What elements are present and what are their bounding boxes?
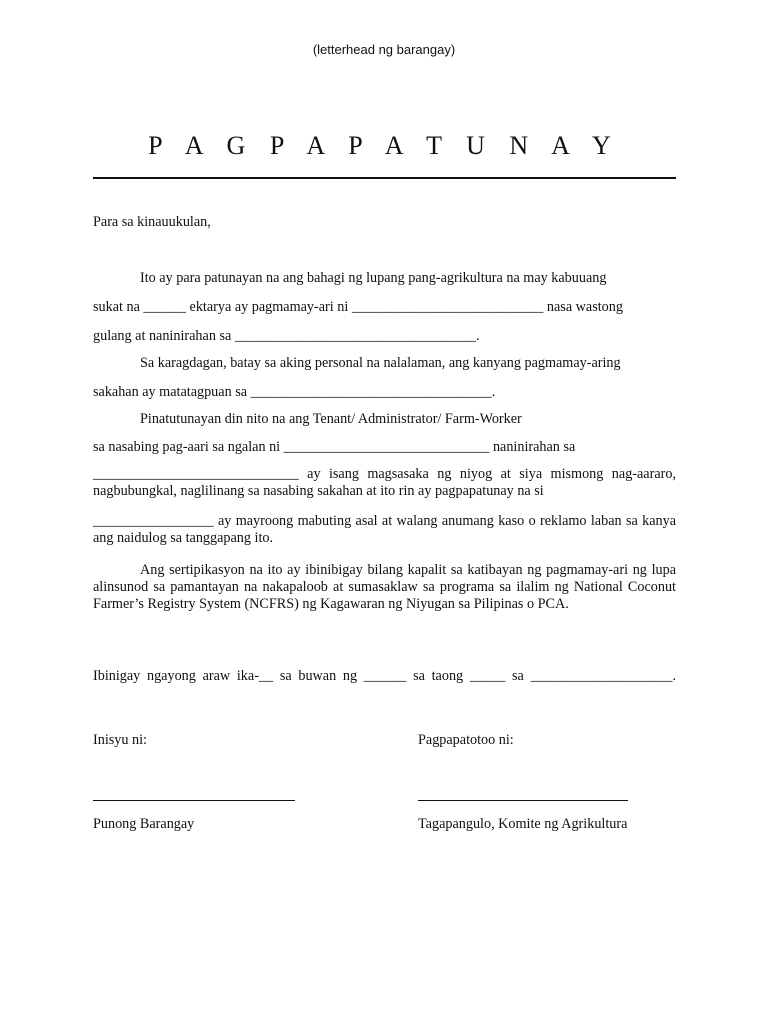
para3-line1: Pinatutunayan din nito na ang Tenant/ Administrator/ Farm-Worker — [140, 411, 522, 427]
committee-chair-title: Tagapangulo, Komite ng Agrikultura — [418, 816, 628, 832]
issued-by-label: Inisyu ni: — [93, 732, 147, 748]
date-line: Ibinigay ngayong araw ika-__ sa buwan ng ______ sa taong _____ sa ____________________. — [93, 668, 676, 684]
para3-block1: _____________________________ ay isang magsasaka ng niyog at siya mismong nag-aararo, nagbubungkal, naglilinang sa nasabing sakahan at ito rin ay pagpapatunay na si — [93, 466, 676, 499]
para3-line2: sa nasabing pag-aari sa ngalan ni _____________________________ naninirahan sa — [93, 439, 576, 455]
punong-barangay-title: Punong Barangay — [93, 816, 195, 832]
para1-line2: sukat na ______ ektarya ay pagmamay-ari ni ___________________________ nasa wastong — [93, 299, 623, 315]
right-signature-line — [418, 800, 628, 801]
title-rule — [93, 177, 676, 179]
para2-line1: Sa karagdagan, batay sa aking personal na nalalaman, ang kanyang pagmamay-aring — [140, 355, 621, 371]
left-signature-line — [93, 800, 295, 801]
salutation: Para sa kinauukulan, — [93, 214, 211, 230]
para1-line3: gulang at naninirahan sa __________________________________. — [93, 328, 480, 344]
para2-line2: sakahan ay matatagpuan sa __________________________________. — [93, 384, 496, 400]
para4: Ang sertipikasyon na ito ay ibinibigay bilang kapalit sa katibayan ng pagmamay-ari ng lupa alinsunod sa pamantayan na nakapaloob at sumasaklaw sa programa sa ilalim ng National Coconut Farmer’s Registry System (NCFRS) ng Kagawaran ng Niyugan sa Pilipinas o PCA. — [93, 562, 676, 612]
para3-block2: _________________ ay mayroong mabuting asal at walang anumang kaso o reklamo laban sa kanya ang naidulog sa tanggapang ito. — [93, 513, 676, 546]
para1-line1: Ito ay para patunayan na ang bahagi ng lupang pang-agrikultura na may kabuuang — [140, 270, 607, 286]
attested-by-label: Pagpapatotoo ni: — [418, 732, 514, 748]
document-title: P A G P A P A T U N A Y — [148, 131, 620, 160]
letterhead: (letterhead ng barangay) — [312, 42, 456, 57]
